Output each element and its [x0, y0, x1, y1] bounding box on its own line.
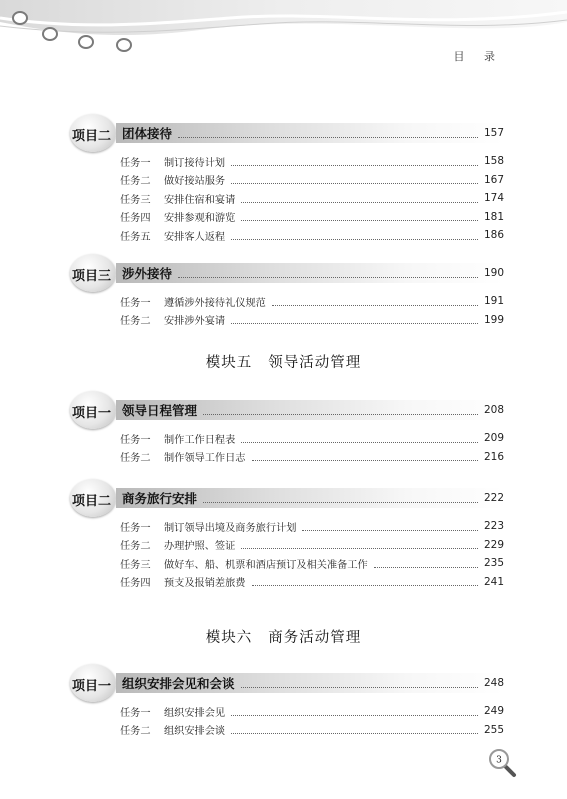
header-title: 目 录: [453, 50, 503, 63]
project-badge: [70, 479, 116, 517]
project-title: 组织安排会见和会谈: [122, 676, 235, 691]
leader-dots: [241, 679, 478, 688]
page-number: 167: [483, 173, 504, 186]
task-name: 安排住宿和宴请: [164, 194, 236, 206]
task-row[interactable]: [120, 292, 504, 311]
module-name: 商务活动管理: [268, 630, 362, 646]
task-id: 任务五: [120, 231, 151, 243]
project-row[interactable]: [70, 670, 504, 696]
project-bar: [116, 400, 504, 420]
task-id: 任务一: [120, 707, 151, 719]
project-bar: [116, 123, 504, 143]
project-badge-label: 项目一: [72, 406, 112, 421]
task-name: 做好接站服务: [164, 176, 226, 188]
task-id: 任务一: [120, 297, 151, 309]
leader-dots: [231, 157, 478, 166]
project-title: 涉外接待: [122, 266, 173, 281]
leader-dots: [272, 297, 478, 306]
project-title: 团体接待: [122, 126, 173, 141]
leader-dots: [252, 452, 478, 461]
project-bar: [116, 263, 504, 283]
page-number: 174: [483, 192, 504, 205]
leader-dots: [203, 406, 478, 415]
leader-dots: [241, 540, 478, 549]
task-name: 安排参观和游览: [164, 213, 236, 225]
page-number: 190: [483, 267, 504, 279]
leader-dots: [241, 434, 478, 443]
page-number: 216: [483, 450, 504, 463]
toc-section: [70, 670, 504, 739]
page-number: 191: [483, 295, 504, 308]
module-number: 模块五: [205, 355, 253, 371]
leader-dots: [231, 231, 478, 240]
page-number: 235: [483, 557, 504, 570]
project-bar: [116, 673, 504, 693]
task-row[interactable]: [120, 702, 504, 721]
task-name: 遵循涉外接待礼仪规范: [164, 297, 266, 309]
project-badge: [70, 114, 116, 152]
task-id: 任务四: [120, 213, 151, 225]
leader-dots: [231, 315, 478, 324]
task-id: 任务二: [120, 541, 151, 553]
toc-section: [70, 260, 504, 329]
project-badge: [70, 254, 116, 292]
page-number-text: 3: [496, 755, 502, 766]
page-number: 181: [483, 210, 504, 223]
page-number: 158: [483, 155, 504, 168]
page-number: 249: [483, 705, 504, 718]
leader-dots: [231, 707, 478, 716]
page-number-badge: [488, 748, 516, 776]
task-name: 办理护照、签证: [164, 541, 236, 553]
leader-dots: [302, 522, 478, 531]
module-heading: [0, 351, 567, 372]
task-row[interactable]: [120, 448, 504, 467]
page-number: 199: [483, 313, 504, 326]
project-badge-label: 项目二: [72, 494, 112, 509]
project-badge: [70, 391, 116, 429]
page-number: 157: [483, 127, 504, 139]
module-heading: [0, 626, 567, 647]
leader-dots: [203, 494, 478, 503]
task-row[interactable]: [120, 152, 504, 171]
page-number: 248: [483, 677, 504, 689]
task-row[interactable]: [120, 226, 504, 245]
task-row[interactable]: [120, 208, 504, 227]
leader-dots: [241, 194, 478, 203]
page-number: 223: [483, 520, 504, 533]
page-number: 222: [483, 492, 504, 504]
page-number: 255: [483, 723, 504, 736]
task-row[interactable]: [120, 536, 504, 555]
leader-dots: [178, 269, 478, 278]
task-id: 任务三: [120, 194, 151, 206]
task-name: 组织安排会见: [164, 707, 226, 719]
task-name: 制订接待计划: [164, 157, 226, 169]
module-name: 领导活动管理: [268, 355, 362, 371]
task-name: 做好车、船、机票和酒店预订及相关准备工作: [164, 559, 368, 571]
toc-section: [70, 397, 504, 466]
project-badge-label: 项目二: [72, 129, 112, 144]
toc-section: [70, 485, 504, 591]
page-number: 209: [483, 432, 504, 445]
leader-dots: [241, 212, 478, 221]
task-name: 安排客人返程: [164, 231, 226, 243]
project-badge-label: 项目一: [72, 679, 112, 694]
task-id: 任务一: [120, 157, 151, 169]
leader-dots: [374, 559, 478, 568]
page-number: 229: [483, 538, 504, 551]
task-row[interactable]: [120, 429, 504, 448]
page-number: 208: [483, 404, 504, 416]
task-name: 安排涉外宴请: [164, 316, 226, 328]
task-id: 任务二: [120, 453, 151, 465]
project-bar: [116, 488, 504, 508]
leader-dots: [178, 129, 478, 138]
task-id: 任务三: [120, 559, 151, 571]
page-number: 186: [483, 229, 504, 242]
task-id: 任务二: [120, 726, 151, 738]
task-name: 组织安排会谈: [164, 726, 226, 738]
task-row[interactable]: [120, 311, 504, 330]
task-name: 预支及报销差旅费: [164, 578, 246, 590]
task-row[interactable]: [120, 517, 504, 536]
task-row[interactable]: [120, 573, 504, 592]
module-number: 模块六: [205, 630, 253, 646]
project-badge-label: 项目三: [72, 269, 112, 284]
task-row[interactable]: [120, 189, 504, 208]
project-title: 领导日程管理: [122, 403, 198, 418]
task-id: 任务一: [120, 522, 151, 534]
project-title: 商务旅行安排: [122, 491, 198, 506]
project-row[interactable]: [70, 260, 504, 286]
task-name: 制作工作日程表: [164, 434, 236, 446]
task-id: 任务二: [120, 176, 151, 188]
leader-dots: [252, 577, 478, 586]
task-id: 任务一: [120, 434, 151, 446]
task-row[interactable]: [120, 554, 504, 573]
project-row[interactable]: [70, 120, 504, 146]
leader-dots: [231, 175, 478, 184]
toc-section: [70, 120, 504, 245]
leader-dots: [231, 725, 478, 734]
magnifier-icon: [488, 748, 520, 780]
task-name: 制订领导出境及商务旅行计划: [164, 522, 297, 534]
project-row[interactable]: [70, 397, 504, 423]
task-row[interactable]: [120, 721, 504, 740]
project-row[interactable]: [70, 485, 504, 511]
task-name: 制作领导工作日志: [164, 453, 246, 465]
project-badge: [70, 664, 116, 702]
task-id: 任务二: [120, 316, 151, 328]
task-row[interactable]: [120, 171, 504, 190]
task-id: 任务四: [120, 578, 151, 590]
page-number: 241: [483, 575, 504, 588]
